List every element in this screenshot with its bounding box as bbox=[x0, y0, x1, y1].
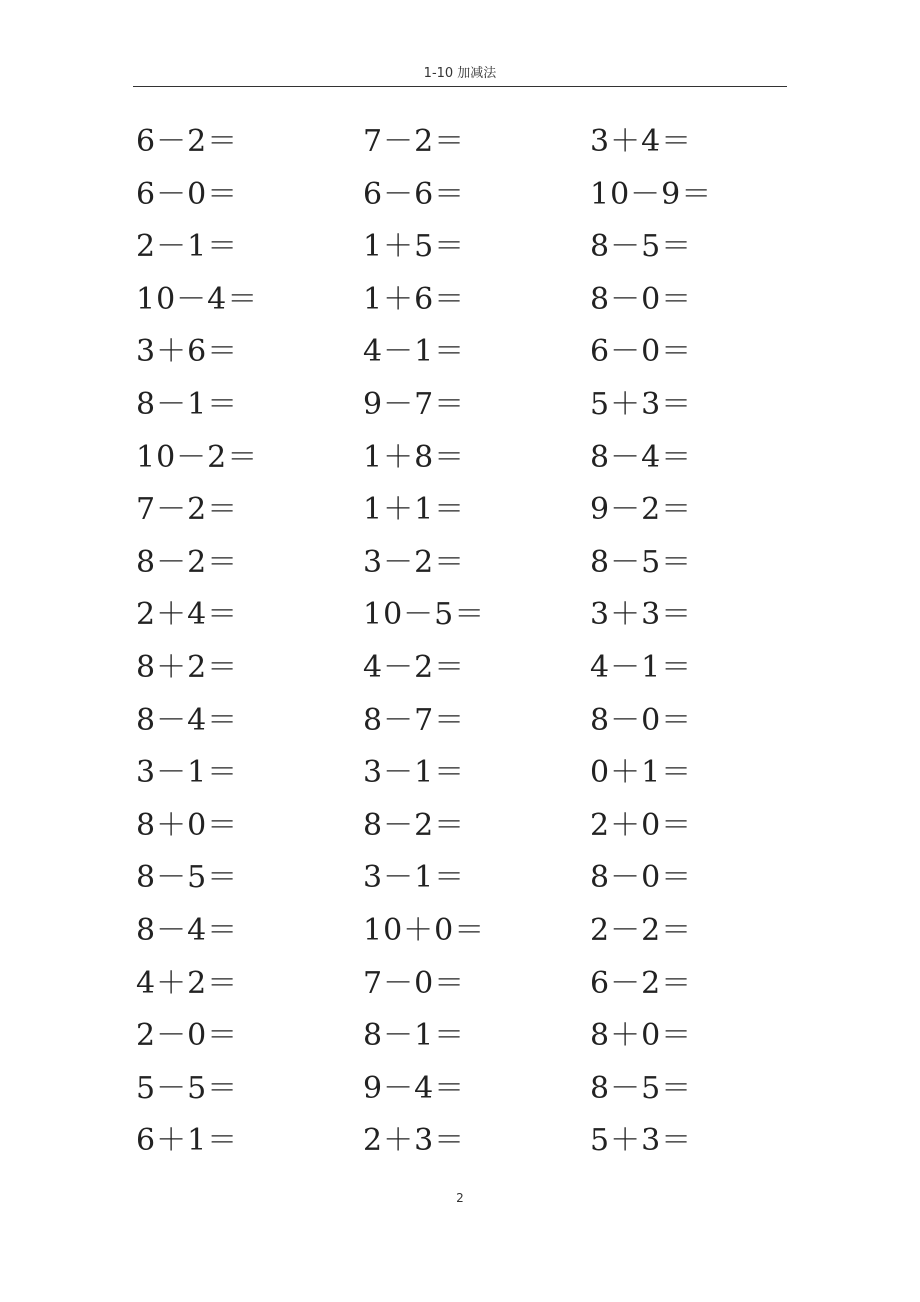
problem-cell: 8－0＝ bbox=[590, 281, 693, 317]
problem-cell: 8－5＝ bbox=[590, 544, 693, 580]
problem-cell: 9－4＝ bbox=[363, 1070, 466, 1106]
problem-cell: 8－5＝ bbox=[590, 1070, 693, 1106]
problem-row bbox=[136, 537, 776, 590]
problem-cell: 10＋0＝ bbox=[363, 912, 486, 948]
problem-cell: 3－1＝ bbox=[363, 755, 466, 791]
problem-cell: 1＋8＝ bbox=[363, 439, 466, 475]
problem-cell: 2－1＝ bbox=[136, 229, 239, 265]
problem-cell: 2＋3＝ bbox=[363, 1123, 466, 1159]
problem-row bbox=[136, 747, 776, 800]
problem-cell: 0＋1＝ bbox=[590, 755, 693, 791]
problem-cell: 8－5＝ bbox=[136, 860, 239, 896]
problem-cell: 7－2＝ bbox=[136, 492, 239, 528]
problem-cell: 1＋5＝ bbox=[363, 229, 466, 265]
problem-cell: 2＋4＝ bbox=[136, 597, 239, 633]
problem-row bbox=[136, 169, 776, 222]
problem-cell: 2＋0＝ bbox=[590, 807, 693, 843]
problem-cell: 8－1＝ bbox=[363, 1018, 466, 1054]
problem-cell: 10－2＝ bbox=[136, 439, 259, 475]
problem-row bbox=[136, 852, 776, 905]
problem-cell: 6－2＝ bbox=[136, 124, 239, 159]
problem-row bbox=[136, 326, 776, 379]
problem-cell: 8＋0＝ bbox=[590, 1018, 693, 1054]
problem-cell: 8－4＝ bbox=[136, 702, 239, 738]
problem-row bbox=[136, 221, 776, 274]
problem-cell: 3＋6＝ bbox=[136, 334, 239, 370]
problem-cell: 8－4＝ bbox=[136, 912, 239, 948]
problem-row bbox=[136, 905, 776, 958]
problem-row bbox=[136, 379, 776, 432]
problem-cell: 2－0＝ bbox=[136, 1018, 239, 1054]
problem-grid bbox=[136, 116, 776, 1168]
problem-cell: 10－5＝ bbox=[363, 597, 486, 633]
problem-cell: 8＋0＝ bbox=[136, 807, 239, 843]
problem-row bbox=[136, 274, 776, 327]
problem-cell: 8－0＝ bbox=[590, 860, 693, 896]
problem-row bbox=[136, 1115, 776, 1168]
problem-cell: 3－2＝ bbox=[363, 544, 466, 580]
problem-cell: 4＋2＝ bbox=[136, 965, 239, 1001]
problem-cell: 8－0＝ bbox=[590, 702, 693, 738]
problem-cell: 6－6＝ bbox=[363, 176, 466, 212]
problem-cell: 3＋3＝ bbox=[590, 597, 693, 633]
problem-cell: 4－2＝ bbox=[363, 649, 466, 685]
problem-cell: 6＋1＝ bbox=[136, 1123, 239, 1159]
problem-cell: 5＋3＝ bbox=[590, 386, 693, 422]
problem-cell: 8－1＝ bbox=[136, 386, 239, 422]
problem-row bbox=[136, 1010, 776, 1063]
problem-row bbox=[136, 432, 776, 485]
header-title: 1-10 加减法 bbox=[423, 66, 497, 81]
problem-cell: 3＋4＝ bbox=[590, 124, 693, 159]
page-number: 2 bbox=[456, 1191, 464, 1205]
problem-cell: 3－1＝ bbox=[136, 755, 239, 791]
problem-row bbox=[136, 695, 776, 748]
problem-row bbox=[136, 642, 776, 695]
problem-cell: 10－9＝ bbox=[590, 176, 713, 212]
problem-cell: 8－2＝ bbox=[363, 807, 466, 843]
problem-cell: 6－2＝ bbox=[590, 965, 693, 1001]
page-header bbox=[133, 64, 787, 87]
problem-cell: 7－0＝ bbox=[363, 965, 466, 1001]
problem-cell: 2－2＝ bbox=[590, 912, 693, 948]
problem-cell: 6－0＝ bbox=[136, 176, 239, 212]
problem-cell: 8＋2＝ bbox=[136, 649, 239, 685]
problem-cell: 1＋1＝ bbox=[363, 492, 466, 528]
problem-cell: 9－2＝ bbox=[590, 492, 693, 528]
problem-cell: 8－5＝ bbox=[590, 229, 693, 265]
problem-cell: 3－1＝ bbox=[363, 860, 466, 896]
problem-cell: 7－2＝ bbox=[363, 124, 466, 159]
problem-row bbox=[136, 484, 776, 537]
problem-cell: 1＋6＝ bbox=[363, 281, 466, 317]
problem-cell: 8－7＝ bbox=[363, 702, 466, 738]
problem-row bbox=[136, 800, 776, 853]
problem-cell: 5－5＝ bbox=[136, 1070, 239, 1106]
problem-row bbox=[136, 116, 776, 169]
problem-row bbox=[136, 1063, 776, 1116]
problem-cell: 6－0＝ bbox=[590, 334, 693, 370]
problem-cell: 10－4＝ bbox=[136, 281, 259, 317]
problem-row bbox=[136, 589, 776, 642]
problem-cell: 4－1＝ bbox=[590, 649, 693, 685]
problem-cell: 4－1＝ bbox=[363, 334, 466, 370]
problem-cell: 9－7＝ bbox=[363, 386, 466, 422]
problem-cell: 8－4＝ bbox=[590, 439, 693, 475]
problem-cell: 5＋3＝ bbox=[590, 1123, 693, 1159]
problem-cell: 8－2＝ bbox=[136, 544, 239, 580]
problem-row bbox=[136, 958, 776, 1011]
